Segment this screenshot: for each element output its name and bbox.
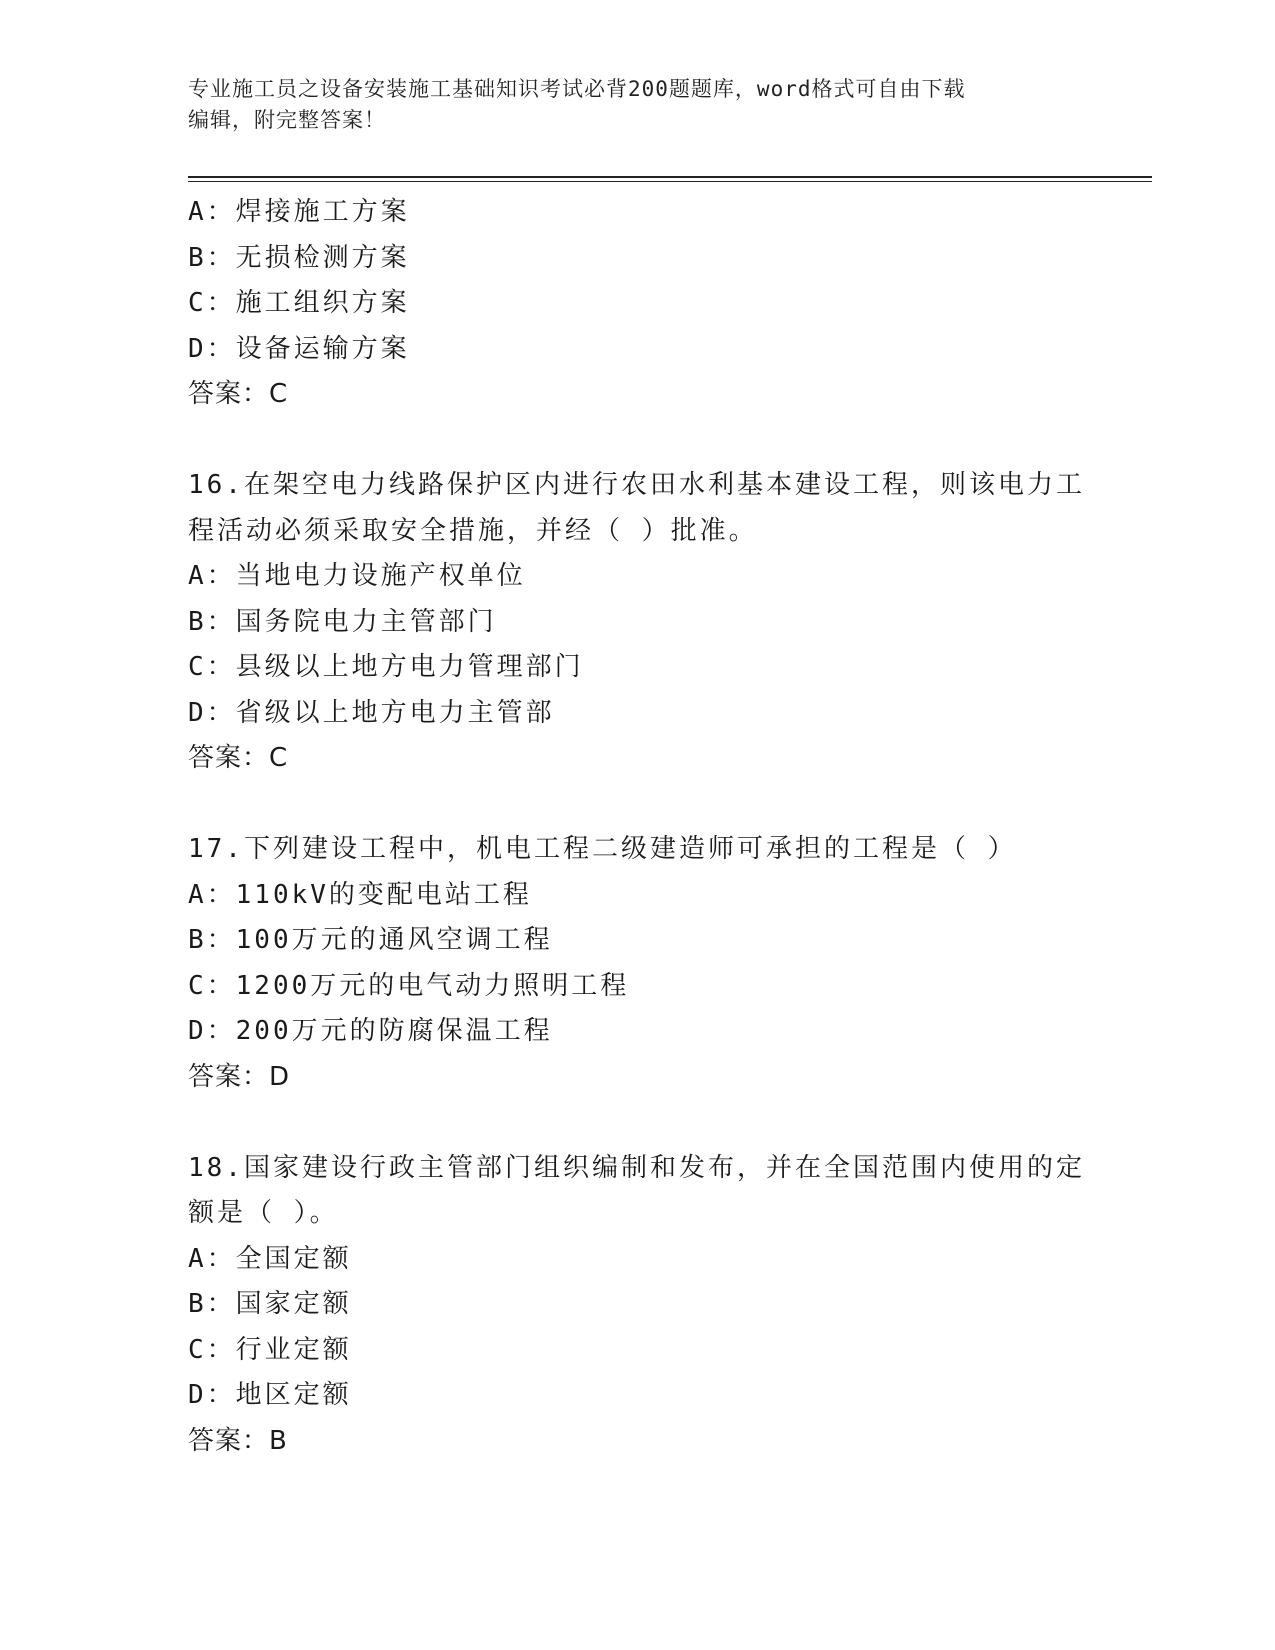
document-header	[188, 74, 1088, 136]
answer: 答案：D	[188, 1061, 291, 1092]
spacer	[188, 418, 1088, 464]
answer: 答案：B	[188, 1425, 288, 1456]
option-d: D：设备运输方案	[188, 333, 410, 364]
answer: 答案：C	[188, 743, 289, 773]
question-16	[188, 463, 1088, 782]
option-d: D：200万元的防腐保温工程	[188, 1016, 553, 1046]
question-18	[188, 1146, 1088, 1465]
option-b: B：100万元的通风空调工程	[188, 925, 553, 955]
question-stem: 18.国家建设行政主管部门组织编制和发布，并在全国范围内使用的定	[188, 1152, 1085, 1183]
option-b: B：无损检测方案	[188, 242, 410, 273]
option-b: B：国务院电力主管部门	[188, 606, 497, 637]
option-c: C：1200万元的电气动力照明工程	[188, 970, 630, 1001]
question-list	[188, 190, 1088, 1464]
question-stem: 额是（ ）。	[188, 1198, 339, 1228]
question-15	[188, 190, 1088, 418]
answer: 答案：C	[188, 379, 289, 409]
header-line-1: 专业施工员之设备安装施工基础知识考试必背200题题库，word格式可自由下载	[188, 77, 966, 101]
option-a: A：当地电力设施产权单位	[188, 561, 526, 591]
question-stem: 16.在架空电力线路保护区内进行农田水利基本建设工程，则该电力工	[188, 470, 1085, 500]
option-a: A：110kV的变配电站工程	[188, 879, 532, 910]
option-c: C：施工组织方案	[188, 288, 410, 318]
option-d: D：省级以上地方电力主管部	[188, 697, 555, 728]
spacer	[188, 1100, 1088, 1146]
header-line-2: 编辑，附完整答案！	[188, 108, 386, 132]
option-a: A：焊接施工方案	[188, 197, 410, 227]
question-stem: 17.下列建设工程中，机电工程二级建造师可承担的工程是（ ）	[188, 834, 1017, 864]
option-c: C：行业定额	[188, 1334, 352, 1365]
question-stem: 程活动必须采取安全措施，并经（ ）批准。	[188, 515, 758, 546]
option-b: B：国家定额	[188, 1289, 352, 1319]
header-divider-thin	[188, 181, 1152, 182]
question-17	[188, 827, 1088, 1100]
option-c: C：县级以上地方电力管理部门	[188, 652, 584, 682]
spacer	[188, 782, 1088, 828]
option-a: A：全国定额	[188, 1243, 352, 1274]
header-divider-thick	[188, 176, 1152, 178]
option-d: D：地区定额	[188, 1380, 352, 1410]
